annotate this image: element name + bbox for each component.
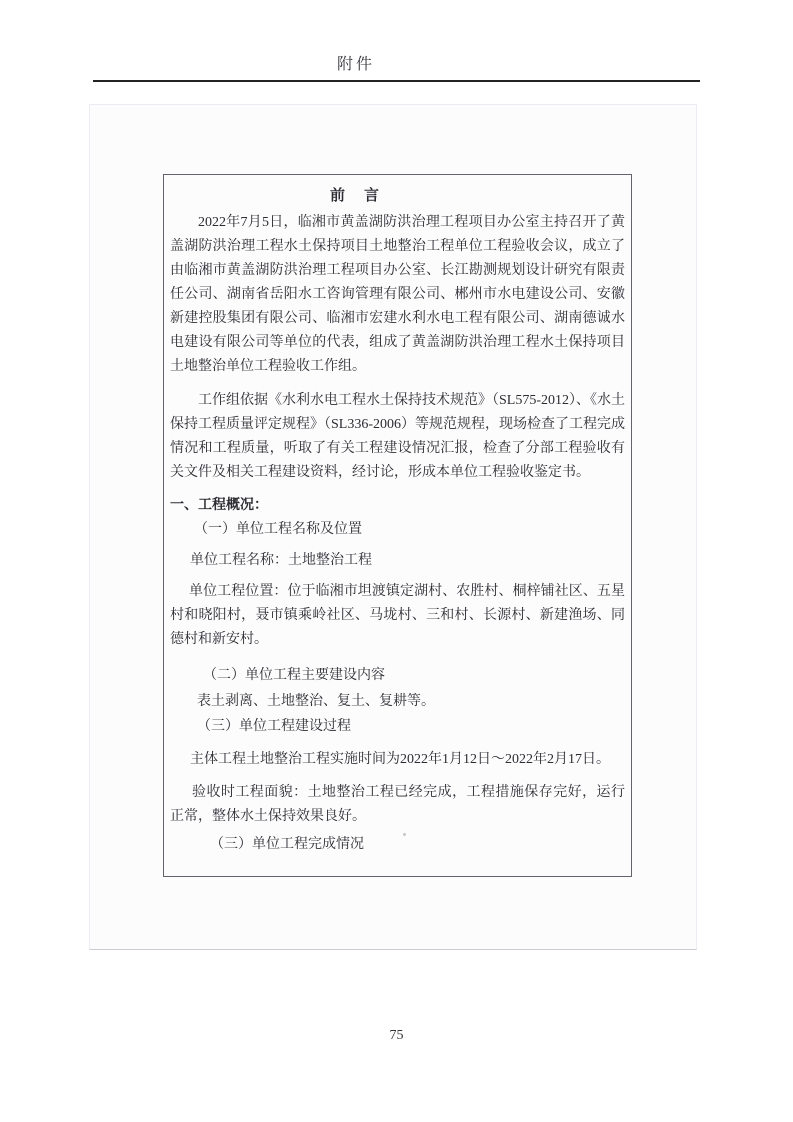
unit-project-name-line: 单位工程名称：土地整治工程 [190,553,372,568]
attachment-header-label: 附件 [337,56,376,73]
subsection-heading-name-location: （一）单位工程名称及位置 [194,522,362,537]
document-border-box [163,174,632,877]
preface-paragraph-2: 工作组依据《水利水电工程水土保持技术规范》（SL575-2012）、《水土保持工程质量评定规程》（SL336-2006）等规范规程，现场检查了工程完成情况和工程质量，听取了有关工程建设情况汇报，检查了分部工程验收有关文件及相关工程建设资料，经讨论，形成本单位工程验收鉴定书。 [170,393,625,480]
subsection-heading-main-content: （二）单位工程主要建设内容 [203,668,385,683]
section-heading-overview: 一、工程概况： [170,498,268,513]
document-body [164,175,631,857]
scan-artifact-speck [403,833,406,836]
implementation-schedule-line: 主体工程土地整治工程实施时间为2022年1月12日～2022年2月17日。 [190,752,610,767]
subsection-heading-completion-status: （三）单位工程完成情况 [210,837,364,852]
acceptance-appearance-paragraph: 验收时工程面貌：土地整治工程已经完成，工程措施保存完好，运行正常，整体水土保持效果良好。 [170,785,625,824]
preface-paragraph-1: 2022年7月5日，临湘市黄盖湖防洪治理工程项目办公室主持召开了黄盖湖防洪治理工程水土保持项目土地整治工程单位工程验收会议，成立了由临湘市黄盖湖防洪治理工程项目办公室、长江勘测规划设计研究有限责任公司、湖南省岳阳水工咨询管理有限公司、郴州市水电建设公司、安徽新建控股集团有限公司、临湘市宏建水利水电工程有限公司、湖南德诚水电建设有限公司等单位的代表，组成了黄盖湖防洪治理工程水土保持项目土地整治单位工程验收工作组。 [170,215,625,374]
unit-project-location-paragraph: 单位工程位置：位于临湘市坦渡镇定湖村、农胜村、桐梓铺社区、五星村和晓阳村，聂市镇乘岭社区、马垅村、三和村、长源村、新建渔场、同德村和新安村。 [170,584,625,647]
construction-content-line: 表土剥离、土地整治、复土、复耕等。 [197,694,435,709]
page-number: 75 [389,1028,404,1043]
scanned-page-area [89,104,697,950]
header-divider-rule [93,80,700,82]
subsection-heading-construction-process: （三）单位工程建设过程 [197,719,351,734]
preface-title: 前 言 [330,188,382,204]
